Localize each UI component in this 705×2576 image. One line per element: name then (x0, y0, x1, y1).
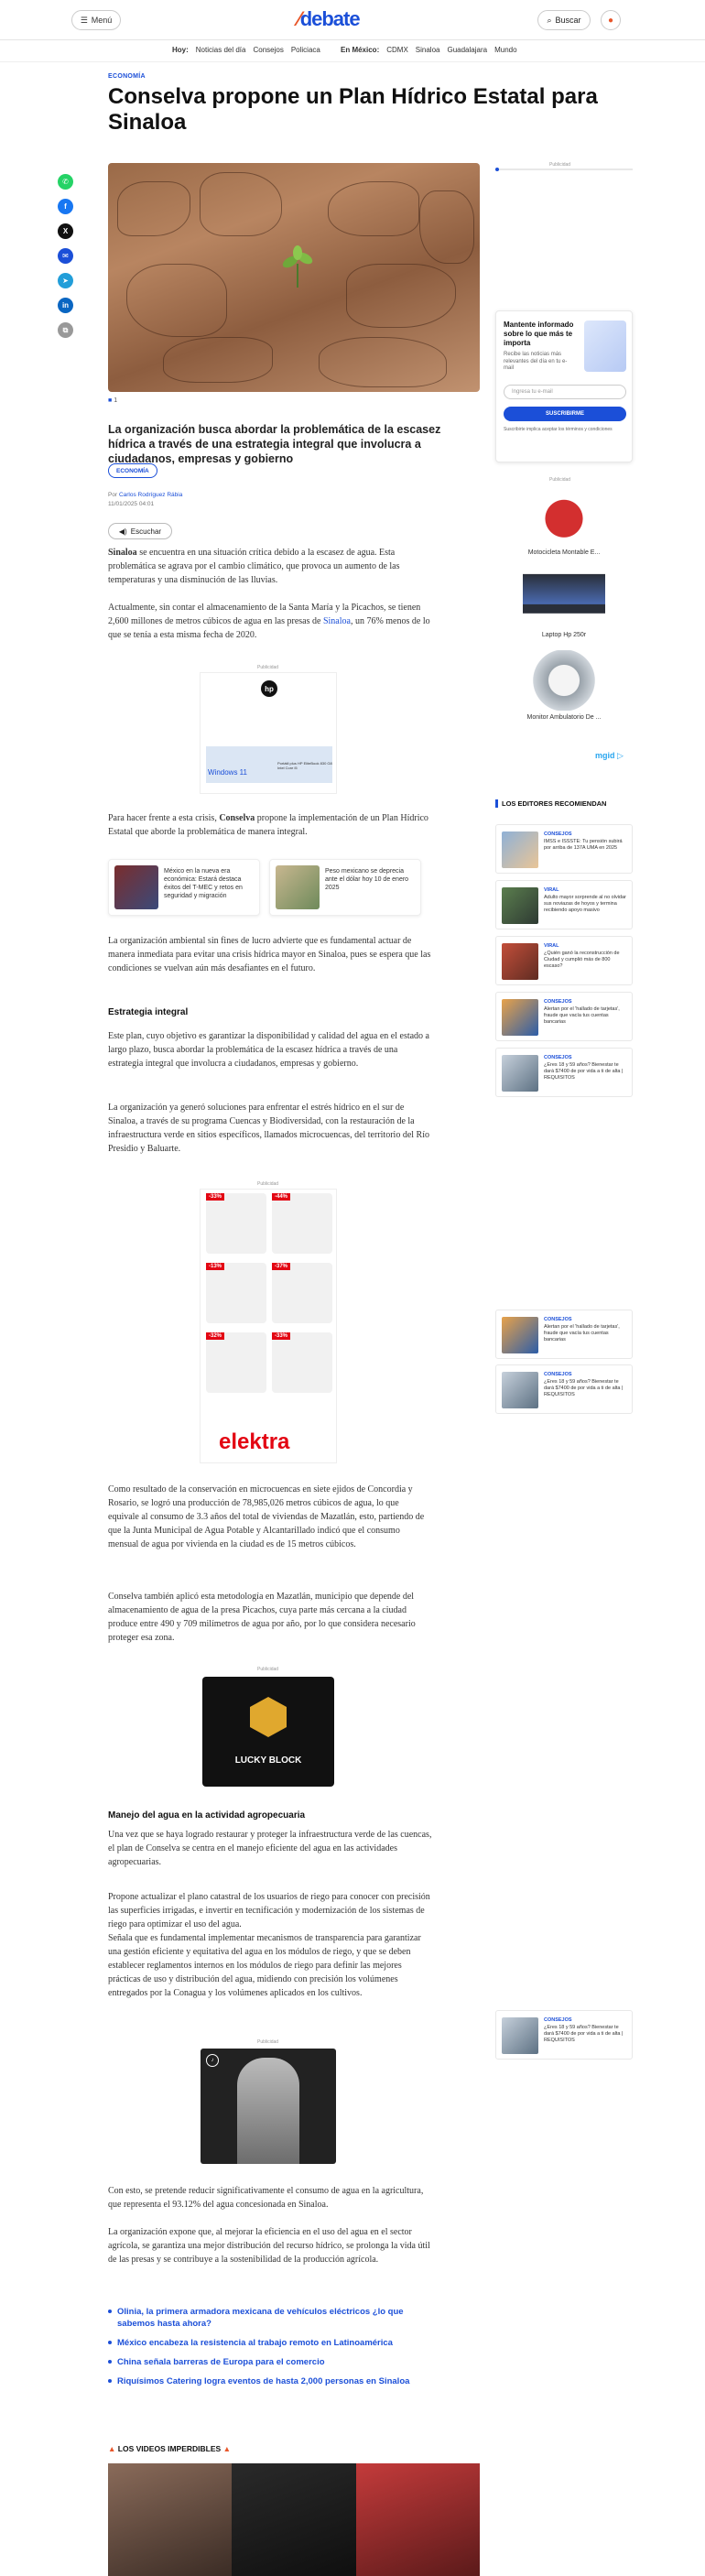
hp-windows-text: Windows 11 (208, 768, 247, 777)
email-input[interactable]: Ingresa tu e-mail (504, 385, 626, 399)
subnav-sinaloa-link[interactable]: Sinaloa (415, 46, 440, 54)
editor-thumb (502, 943, 538, 980)
editor-title: Alertan por el 'hallado de tarjetas', fraude que vacía tus cuentas bancarias (544, 1006, 620, 1025)
editor-thumb (502, 1372, 538, 1408)
newsletter-legal: Suscribirte implica aceptar los términos y condiciones (504, 427, 613, 432)
whatsapp-icon[interactable]: ✆ (58, 174, 73, 190)
newsletter-illustration-icon (584, 321, 626, 372)
logo-mark-icon: ⁄ (298, 7, 300, 30)
mgid-thumb (523, 650, 605, 711)
editor-title: IMSS e ISSSTE: Tu pensión subirá por arriba de 137A UMA en 2025 (544, 839, 623, 851)
newsletter-box (495, 310, 633, 462)
listen-label: Escuchar (130, 527, 162, 536)
ad-product (206, 1263, 266, 1323)
gallery-counter[interactable] (108, 397, 117, 404)
editor-card[interactable] (495, 1310, 633, 1359)
hero-image (108, 163, 480, 392)
publish-date: 11/01/2025 04:01 (108, 501, 155, 507)
paragraph-5: Este plan, cuyo objetivo es garantizar la disponibilidad y calidad del agua en el estado a largo plazo, busca abordar la problemática de la escasez hídrica a través de una estrategia integral que involucra a ciudadanos, empresas y gobierno. (108, 1031, 429, 1069)
ad-label: Publicidad (257, 1667, 279, 1672)
related-card[interactable] (108, 859, 260, 916)
menu-label: Menú (91, 16, 113, 25)
p1-text: se encuentra en una situación crítica debido a la escasez de agua. Esta problemática se agrava por el cambio climático, que provoca un aumento de las temperaturas y una disminución de las lluvias. (108, 548, 400, 585)
byline (108, 491, 182, 509)
ad-product (206, 1193, 266, 1254)
related-links (108, 2306, 438, 2395)
ad-product (272, 1332, 332, 1393)
editor-title: ¿Quién ganó la reconstrucción de Ciudad y cumplió más de 800 escaso? (544, 951, 620, 969)
editor-title: ¿Eres 18 y 59 años? Bienestar te dará $7400 de por vida a ti de alta | REQUISITOS (544, 1379, 624, 1397)
sprout-icon (282, 244, 313, 288)
video-thumb[interactable] (108, 2463, 232, 2576)
editor-card[interactable] (495, 936, 633, 985)
mgid-logo[interactable] (595, 751, 624, 761)
editor-thumb (502, 831, 538, 868)
article-lead: La organización busca abordar la problemática de la escasez hídrica a través de una estrategia integral que involucra a ciudadanos, empresas y gobierno (108, 423, 441, 465)
editor-card[interactable] (495, 992, 633, 1041)
p2-text-b: , un 76% menos de lo que se tenía a esta misma fecha de 2020. (108, 616, 430, 640)
p1-strong: Sinaloa (108, 548, 137, 558)
lucky-block-icon (250, 1697, 287, 1737)
p3-strong: Conselva (219, 813, 255, 823)
ad-product (206, 1332, 266, 1393)
email-icon[interactable]: ✉ (58, 248, 73, 264)
editor-thumb (502, 2017, 538, 2054)
site-header (0, 0, 705, 40)
elektra-logo: elektra (219, 1429, 290, 1454)
site-logo[interactable] (298, 7, 360, 31)
ad-label: Publicidad (257, 665, 279, 670)
paragraph-1 (108, 546, 432, 587)
ad-product (272, 1193, 332, 1254)
ad-progress-bar (495, 168, 633, 170)
editor-title: ¿Eres 18 y 59 años? Bienestar te dará $7400 de por vida a ti de alta | REQUISITOS (544, 2025, 624, 2043)
linkedin-icon[interactable]: in (58, 298, 73, 313)
video-thumb[interactable] (232, 2463, 356, 2576)
paragraph-3 (108, 811, 432, 839)
p3-text-b: propone la implementación de un Plan Hídrico Estatal que aborde la problemática de manera integral. (108, 813, 428, 837)
subscribe-button[interactable]: SUSCRIBIRME (504, 407, 626, 421)
related-title: México en la nueva era económica: Estará destaca éxitos del T-MEC y retos en seguridad y migración (164, 868, 243, 899)
related-link[interactable]: Olinia, la primera armadora mexicana de vehículos eléctricos ¿lo que sabemos hasta ahora? (108, 2306, 438, 2330)
discount-badge: -32% (206, 1332, 224, 1340)
ad-label: Publicidad (549, 477, 571, 483)
related-title: Peso mexicano se deprecia ante el dólar hoy 10 de enero 2025 (325, 868, 409, 891)
mgid-arrow-icon: ▷ (617, 751, 624, 760)
editor-title: ¿Eres 18 y 59 años? Bienestar te dará $7400 de por vida a ti de alta | REQUISITOS (544, 1062, 624, 1081)
editor-category: CONSEJOS (544, 1317, 572, 1322)
editor-category: CONSEJOS (544, 831, 572, 837)
editor-thumb (502, 887, 538, 924)
share-bar (58, 174, 76, 347)
editor-category: CONSEJOS (544, 2017, 572, 2023)
related-link[interactable]: México encabeza la resistencia al trabajo remoto en Latinoamérica (108, 2337, 438, 2349)
subheading-manejo: Manejo del agua en la actividad agropecuaria (108, 1810, 306, 1821)
notification-bell-icon[interactable]: ● (601, 10, 621, 30)
related-link[interactable]: China señala barreras de Europa para el comercio (108, 2356, 438, 2368)
photo-count: 1 (114, 397, 118, 404)
hp-logo-icon: hp (261, 680, 277, 697)
editor-thumb (502, 1055, 538, 1092)
editor-category: VIRAL (544, 943, 559, 949)
discount-badge: -33% (206, 1193, 224, 1201)
editor-card[interactable] (495, 824, 633, 874)
video-thumb[interactable] (356, 2463, 480, 2576)
p2-text-a: Actualmente, sin contar el almacenamiento de la Santa María y la Picachos, se tienen 2,600 millones de metros cúbicos de agua en las presas de (108, 603, 421, 626)
editor-card[interactable] (495, 1364, 633, 1414)
subnav-today-link[interactable]: Noticias del día (195, 46, 246, 54)
related-thumb (114, 865, 158, 909)
paragraph-11: Señala que es fundamental implementar mecanismos de transparencia para garantizar una gestión eficiente y equitativa del agua en los módulos de riego, y que se deben establecer reglamentos internos en los módulos de riego para definir las mejores prácticas de uso y distribución del agua, midiendo con precisión los volúmenes entregados por la Conagua y los volúmenes aplicados en los cultivos. (108, 1933, 421, 1998)
search-icon: ⌕ (547, 15, 552, 25)
subheading-integral: Estrategia integral (108, 1007, 189, 1017)
paragraph-8: Conselva también aplicó esta metodología en Mazatlán, municipio que depende del almacenamiento de agua de la presa Picachos, cuya parte más cercana a la ciudad produce entre 490 y 709 milímetros de agua por año, por lo que considera necesario proteger esa zona. (108, 1592, 416, 1643)
author-prefix: Por (108, 492, 118, 498)
today-label: Hoy: (172, 46, 189, 54)
fire-icon: ▲ (108, 2444, 116, 2453)
mgid-thumb (523, 568, 605, 628)
editor-category: CONSEJOS (544, 999, 572, 1005)
paragraph-12: Con esto, se pretende reducir significativamente el consumo de agua en la agricultura, que representa el 93.12% del agua concesionada en Sinaloa. (108, 2186, 424, 2210)
lucky-block-ad[interactable] (202, 1677, 334, 1787)
paragraph-10: Propone actualizar el plano catastral de los usuarios de riego para conocer con precisión las superficies irrigadas, e invertir en tecnificación y modernización de los sistemas de riego para optimizar el uso del agua. (108, 1892, 430, 1929)
videos-title-text: LOS VIDEOS IMPERDIBLES (117, 2444, 222, 2453)
subnav-consejos-link[interactable]: Consejos (253, 46, 284, 54)
author-link[interactable]: Carlos Rodríguez Rábia (118, 492, 183, 498)
paragraph-6: La organización ya generó soluciones para enfrentar el estrés hídrico en el sur de Sinaloa, a través de su programa Cuencas y Biodiversidad, con la restauración de la infraestructura verde en sitios específicos, llamados microcuencas, del territorio del Río Presidio y Baluarte. (108, 1103, 429, 1154)
article-title: Conselva propone un Plan Hídrico Estatal para Sinaloa (108, 84, 598, 135)
hp-ad[interactable] (200, 672, 337, 794)
editor-title: Adulto mayor sorprende al no olvidar sus noviazas de hoyos y termina recibiendo apoyo masivo (544, 895, 626, 913)
mgid-item[interactable] (513, 650, 615, 721)
editor-category: VIRAL (544, 887, 559, 893)
editor-card[interactable] (495, 1048, 633, 1097)
ad-label: Publicidad (257, 1181, 279, 1187)
videos-section-title (108, 2444, 231, 2453)
p3-text-a: Para hacer frente a esta crisis, (108, 813, 217, 823)
tiktok-icon: ♪ (206, 2054, 219, 2067)
paragraph-4: La organización ambiental sin fines de lucro advierte que es fundamental actuar de manera inmediata para evitar una crisis hídrica mayor en Sinaloa, pues se espera que las condiciones se vuelvan aún más desafiantes en el futuro. (108, 936, 431, 973)
mgid-logo-text: mgid (595, 751, 615, 760)
editor-category: CONSEJOS (544, 1372, 572, 1377)
paragraph-9: Una vez que se haya logrado restaurar y proteger la infraestructura verde de las cuencas, el plan de Conselva se centra en el manejo eficiente del agua en las actividades agropecuarias. (108, 1830, 432, 1867)
paragraph-13: La organización expone que, al mejorar la eficiencia en el uso del agua en el sector agrícola, se garantiza una mejor distribución del recurso hídrico, se prolonga la vida útil de las presas y se contribuye a la sostenibilidad de la producción agrícola. (108, 2227, 430, 2265)
x-twitter-icon[interactable]: X (58, 223, 73, 239)
camera-icon: ■ (108, 397, 113, 404)
mgid-thumb (523, 485, 605, 546)
copy-link-icon[interactable]: ⧉ (58, 322, 73, 338)
editor-card[interactable] (495, 2010, 633, 2060)
subnav-policiaca-link[interactable]: Policiaca (290, 46, 320, 54)
search-button[interactable] (537, 10, 591, 30)
related-thumb (276, 865, 320, 909)
mgid-title: Laptop Hp 250r (541, 632, 587, 638)
video-ad[interactable] (201, 2049, 336, 2164)
fire-icon: ▲ (222, 2444, 231, 2453)
facebook-icon[interactable]: f (58, 199, 73, 214)
subnav-guadalajara-link[interactable]: Guadalajara (447, 46, 488, 54)
hamburger-icon: ☰ (80, 15, 88, 25)
editor-card[interactable] (495, 880, 633, 929)
newsletter-title: Mantente informado sobre lo que más te importa (504, 321, 574, 347)
speaker-icon: ◀) (118, 527, 127, 536)
discount-badge: -33% (272, 1332, 290, 1340)
logo-text: debate (299, 7, 360, 30)
discount-badge: -13% (206, 1263, 224, 1270)
mgid-title: Motocicleta Montable E... (527, 549, 601, 556)
mgid-item[interactable] (513, 485, 615, 556)
menu-button[interactable] (71, 10, 121, 30)
lucky-block-text: LUCKY BLOCK (234, 1755, 302, 1766)
article-section-label[interactable]: ECONOMÍA (108, 73, 146, 80)
video-carousel[interactable] (108, 2463, 480, 2576)
editor-thumb (502, 1317, 538, 1353)
paragraph-7: Como resultado de la conservación en microcuencas en siete ejidos de Concordia y Rosario, se logró una producción de 78,985,026 metros cúbicos de agua, lo que equivale al consumo de 3.3 años del total de viviendas de Mazatlán, esto, partiendo de que la Junta Municipal de Agua Potable y Alcantarillado indicó que el consumo mensual de agua por vivienda en la ciudad es de 15 metros cúbicos. (108, 1484, 425, 1549)
ad-product (272, 1263, 332, 1323)
editor-category: CONSEJOS (544, 1055, 572, 1060)
subnav-mundo-link[interactable]: Mundo (494, 46, 517, 54)
ad-label: Publicidad (549, 162, 571, 168)
elektra-ad[interactable] (200, 1189, 337, 1463)
editor-thumb (502, 999, 538, 1036)
ad-label: Publicidad (257, 2039, 279, 2045)
paragraph-2 (108, 601, 432, 642)
mgid-title: Monitor Ambulatorio De ... (526, 714, 602, 721)
related-card[interactable] (269, 859, 421, 916)
hp-small-text: Portátil plus HP EliteBook 830 G8 Intel Core i5 (277, 761, 332, 770)
discount-badge: -37% (272, 1263, 290, 1270)
mgid-item[interactable] (513, 568, 615, 638)
sub-navigation (0, 40, 705, 62)
telegram-icon[interactable]: ➤ (58, 273, 73, 288)
listen-button[interactable] (108, 523, 172, 539)
newsletter-desc: Recibe las noticias más relevantes del día en tu e-mail (504, 352, 568, 371)
discount-badge: -44% (272, 1193, 290, 1201)
subnav-cdmx-link[interactable]: CDMX (386, 46, 408, 54)
editors-recommend-title: LOS EDITORES RECOMIENDAN (495, 799, 606, 808)
editor-title: Alertan por el 'hallado de tarjetas', fraude que vacía tus cuentas bancarias (544, 1324, 620, 1342)
sinaloa-link[interactable]: Sinaloa (322, 616, 351, 626)
search-label: Buscar (555, 16, 581, 25)
mexico-label: En México: (341, 46, 380, 54)
topic-tag[interactable]: ECONOMÍA (108, 463, 157, 478)
related-link[interactable]: Riquísimos Catering logra eventos de hasta 2,000 personas en Sinaloa (108, 2375, 438, 2387)
